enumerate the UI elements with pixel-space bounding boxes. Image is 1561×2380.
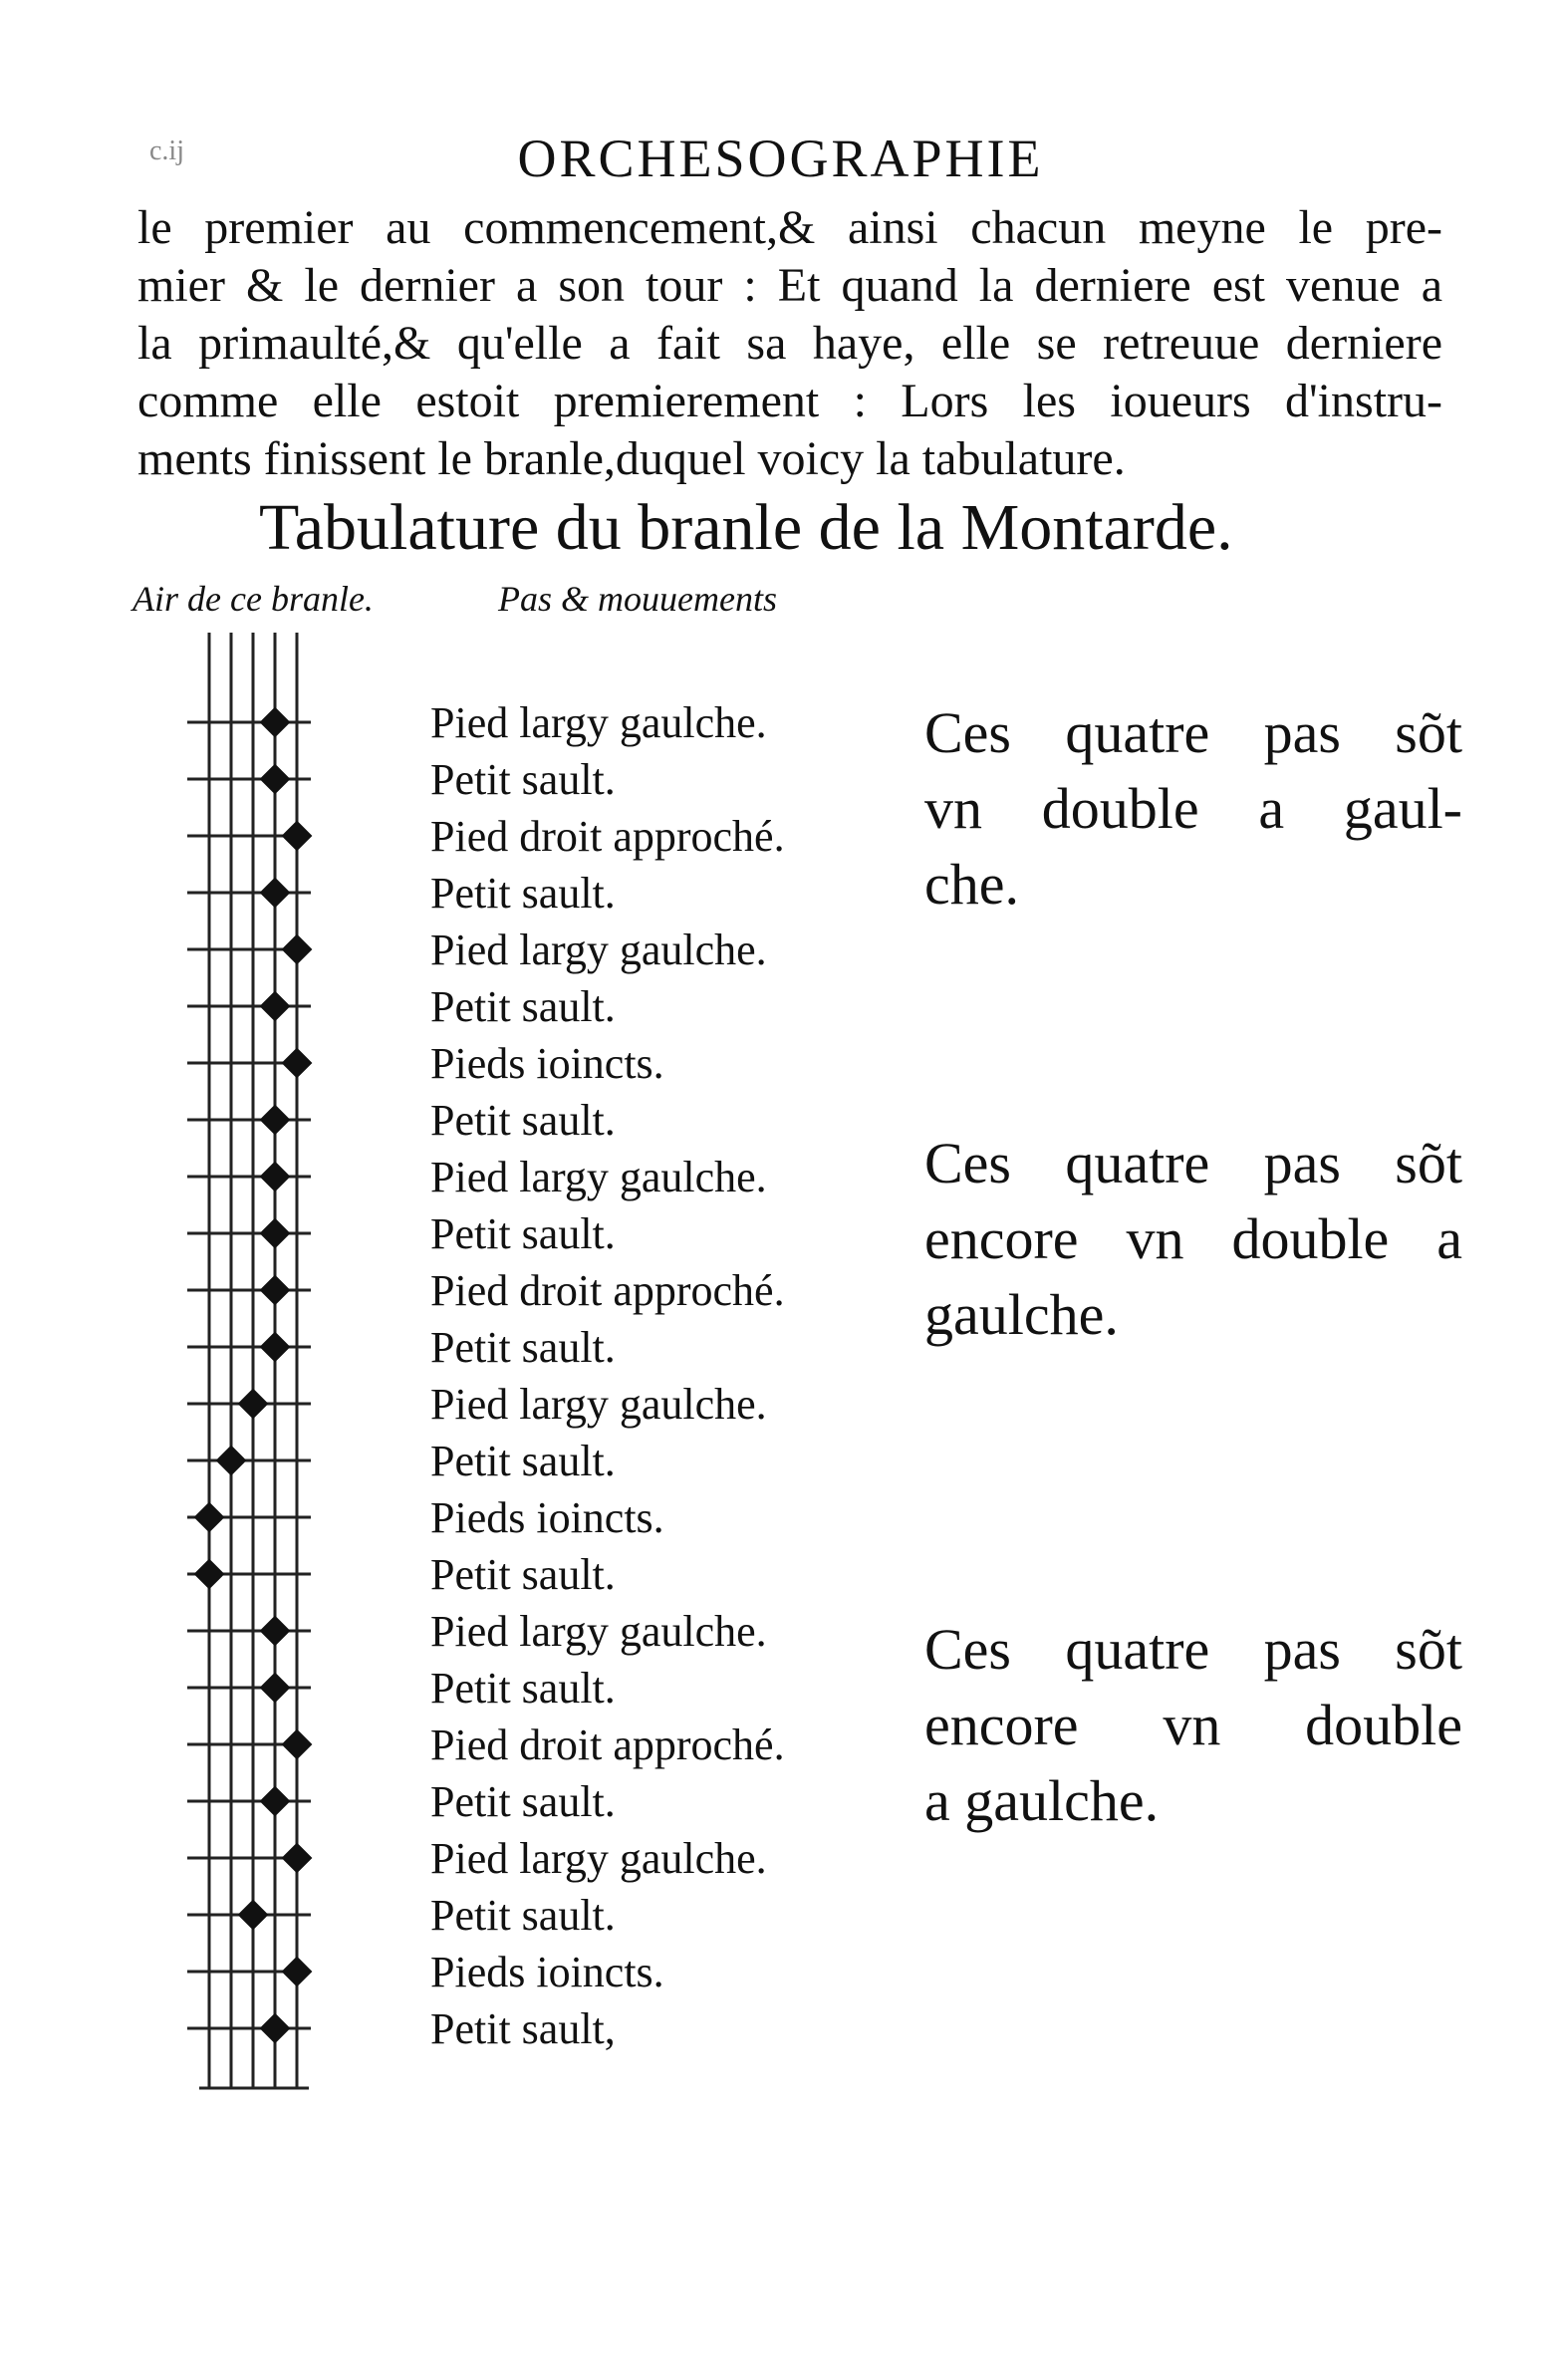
air-column-header: Air de ce branle. [132, 579, 374, 619]
step-line: Pied droit approché. [430, 1266, 785, 1315]
note-diamond-icon [283, 1049, 311, 1077]
step-group-note-2 [924, 1126, 1462, 1353]
note-line: encore vn double a [924, 1206, 1462, 1271]
note-line: encore vn double [924, 1693, 1462, 1757]
note-diamond-icon [261, 1787, 289, 1815]
note-diamond-icon [283, 1958, 311, 1985]
running-head [0, 128, 1561, 189]
note-diamond-icon [195, 1503, 223, 1531]
steps-column-header: Pas & mouuements [498, 579, 777, 619]
step-line: Petit sault. [430, 1550, 616, 1599]
note-line: Ces quatre pas sõt [924, 1617, 1462, 1682]
note-diamond-icon [283, 1730, 311, 1758]
step-line: Pied largy gaulche. [430, 1607, 767, 1656]
note-diamond-icon [261, 992, 289, 1020]
note-diamond-icon [283, 935, 311, 963]
note-line: a gaulche. [924, 1768, 1160, 1833]
step-line: Petit sault. [430, 1664, 616, 1713]
note-diamond-icon [217, 1447, 245, 1474]
step-line: Pied largy gaulche. [430, 698, 767, 747]
note-diamond-icon [261, 1674, 289, 1702]
step-line: Petit sault. [430, 1891, 616, 1940]
note-line: che. [924, 852, 1019, 917]
music-tablature-staff [179, 623, 379, 2117]
note-diamond-icon [283, 822, 311, 850]
note-diamond-icon [195, 1560, 223, 1588]
folio-mark: c.ij [149, 135, 184, 166]
note-diamond-icon [239, 1390, 267, 1418]
note-diamond-icon [239, 1901, 267, 1929]
step-group-note-1 [924, 695, 1462, 923]
running-head-title: ORCHESOGRAPHIE [517, 129, 1044, 188]
paragraph-line: mier & le dernier a son tour : Et quand la derniere est venue a [137, 259, 1442, 312]
note-line: gaulche. [924, 1282, 1119, 1347]
step-group-note-3 [924, 1612, 1462, 1839]
note-line: Ces quatre pas sõt [924, 1131, 1462, 1195]
step-line: Pied droit approché. [430, 1720, 785, 1769]
tabulature-title: Tabulature du branle de la Montarde. [259, 491, 1233, 564]
step-line: Pied largy gaulche. [430, 1834, 767, 1883]
step-line: Petit sault. [430, 982, 616, 1031]
step-line: Petit sault. [430, 1209, 616, 1258]
note-diamond-icon [261, 708, 289, 736]
step-line: Pieds ioincts. [430, 1039, 664, 1088]
step-line: Pied droit approché. [430, 812, 785, 861]
step-line: Pied largy gaulche. [430, 1380, 767, 1429]
step-line: Petit sault. [430, 755, 616, 804]
step-line: Petit sault. [430, 1777, 616, 1826]
paragraph-line: la primaulté,& qu'elle a fait sa haye, elle se retreuue derniere [137, 317, 1442, 370]
step-line: Pied largy gaulche. [430, 1153, 767, 1201]
note-diamond-icon [261, 1617, 289, 1645]
note-line: vn double a gaul- [924, 776, 1462, 841]
note-diamond-icon [261, 1106, 289, 1134]
note-diamond-icon [261, 765, 289, 793]
note-diamond-icon [283, 1844, 311, 1872]
paragraph-line: ments finissent le branle,duquel voicy la tabulature. [137, 432, 1126, 485]
step-line: Pied largy gaulche. [430, 926, 767, 974]
paragraph-line: comme elle estoit premierement : Lors les ioueurs d'instru- [137, 375, 1442, 427]
step-line: Petit sault. [430, 1323, 616, 1372]
note-diamond-icon [261, 2014, 289, 2042]
step-line: Petit sault. [430, 869, 616, 918]
step-line: Pieds ioincts. [430, 1948, 664, 1996]
note-diamond-icon [261, 879, 289, 907]
step-line: Petit sault. [430, 1096, 616, 1145]
body-paragraph [137, 199, 1442, 488]
note-diamond-icon [261, 1276, 289, 1304]
step-line: Petit sault, [430, 2004, 616, 2053]
paragraph-line: le premier au commencement,& ainsi chacun meyne le pre- [137, 201, 1442, 254]
step-line: Petit sault. [430, 1437, 616, 1485]
step-line: Pieds ioincts. [430, 1493, 664, 1542]
note-line: Ces quatre pas sõt [924, 700, 1462, 765]
note-diamond-icon [261, 1219, 289, 1247]
note-diamond-icon [261, 1163, 289, 1190]
note-diamond-icon [261, 1333, 289, 1361]
